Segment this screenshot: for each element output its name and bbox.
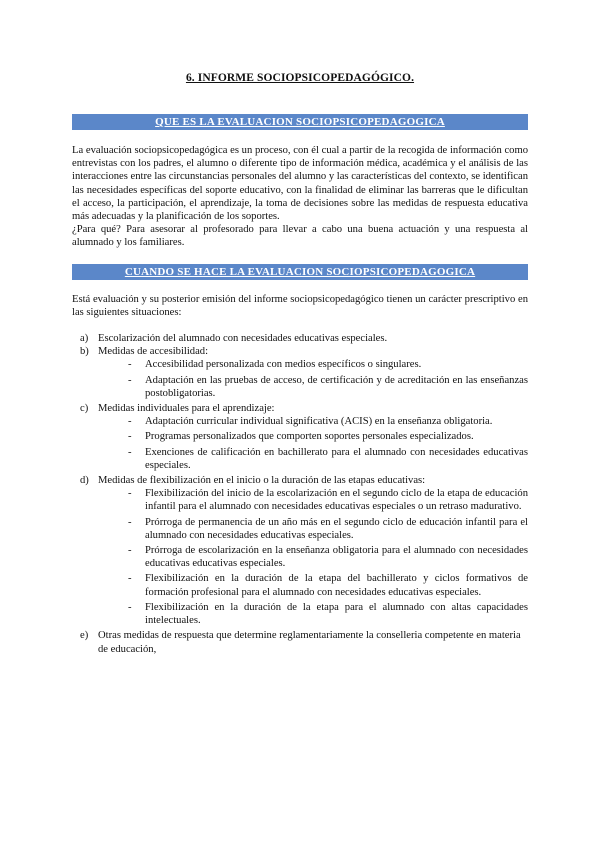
sub-list: [98, 358, 528, 400]
dash-bullet: -: [128, 446, 132, 458]
sub-list-item-text: Flexibilización en la duración de la etapa del bachillerato y ciclos formativos de formación profesional para el alumnado con necesidades educativas especiales.: [145, 573, 528, 598]
sub-list-item: [98, 358, 528, 371]
sub-list-item: [98, 601, 528, 627]
sub-list: [98, 415, 528, 472]
sub-list-item: [98, 374, 528, 400]
purpose-paragraph: ¿Para qué? Para asesorar al profesorado para llevar a cabo una buena actuación y una respuesta al alumnado y los familiares.: [72, 224, 528, 249]
sub-list-item-text: Flexibilización en la duración de la etapa para el alumnado con altas capacidades intelectuales.: [145, 601, 528, 627]
list-item: [72, 474, 528, 627]
dash-bullet: -: [128, 573, 132, 585]
list-item-text: Medidas individuales para el aprendizaje:: [98, 403, 275, 415]
definition-paragraph: La evaluación sociopsicopedagógica es un proceso, con él cual a partir de la recogida de información como entrevistas con los padres, el alumno o diferente tipo de información médica, académica y el análisis de las interacciones entre las circunstancias personales del alumno y las características del contexto, se identifican las necesidades específicas del soporte educativo, con la finalidad de eliminar las barreras que le dificultan el acceso, la participación, el aprendizaje, la toma de decisiones sobre las medidas de respuesta educativa más adecuadas y la planificación de los soportes.: [72, 145, 528, 223]
section-heading-que-es: QUE ES LA EVALUACION SOCIOPSICOPEDAGOGICA: [72, 114, 528, 130]
sub-list-item: [98, 415, 528, 428]
document-title: 6. INFORME SOCIOPSICOPEDAGÓGICO.: [185, 72, 415, 84]
sub-list-item-text: Flexibilización del inicio de la escolarización en el segundo ciclo de la etapa de educación infantil para el alumnado con necesidades educativas especiales o un retraso madurativo.: [145, 488, 528, 513]
dash-bullet: -: [128, 516, 132, 528]
sub-list-item-text: Prórroga de escolarización en la enseñanza obligatoria para el alumnado con necesidades educativas educativas especiales.: [145, 545, 528, 570]
dash-bullet: -: [128, 431, 132, 443]
dash-bullet: -: [128, 488, 132, 500]
dash-bullet: -: [128, 416, 132, 428]
situations-list: [72, 332, 528, 656]
list-item: [72, 629, 528, 655]
sub-list-item: [98, 544, 528, 570]
sub-list-item: [98, 446, 528, 472]
sub-list-item-text: Adaptación curricular individual significativa (ACIS) en la enseñanza obligatoria.: [145, 416, 493, 428]
list-item-text: Medidas de accesibilidad:: [98, 346, 209, 358]
sub-list-item-text: Accesibilidad personalizada con medios específicos o singulares.: [145, 359, 422, 371]
section-heading-cuando: CUANDO SE HACE LA EVALUACION SOCIOPSICOPEDAGOGICA: [72, 264, 528, 280]
sub-list-item: [98, 572, 528, 598]
dash-bullet: -: [128, 601, 132, 613]
list-item-marker: a): [80, 333, 89, 345]
dash-bullet: -: [128, 374, 132, 386]
list-item: [72, 345, 528, 400]
sub-list-item: [98, 487, 528, 513]
list-item: [72, 402, 528, 472]
sub-list: [98, 487, 528, 627]
list-item-text: Medidas de flexibilización en el inicio o la duración de las etapas educativas:: [98, 475, 426, 487]
dash-bullet: -: [128, 545, 132, 557]
sub-list-item-text: Prórroga de permanencia de un año más en el segundo ciclo de educación infantil para el alumnado con necesidades educativas especiales.: [145, 516, 528, 541]
list-item-marker: e): [80, 630, 89, 642]
sub-list-item: [98, 430, 528, 443]
list-item-marker: c): [80, 403, 89, 415]
sub-list-item-text: Exenciones de calificación en bachillerato para el alumnado con necesidades educativas especiales.: [145, 446, 528, 471]
sub-list-item-text: Adaptación en las pruebas de acceso, de certificación y de acreditación en las enseñanzas postobligatorias.: [145, 374, 528, 399]
list-item-text: Otras medidas de respuesta que determine reglamentariamente la conselleria competente en materia de educación,: [98, 630, 521, 655]
sub-list-item-text: Programas personalizados que comporten soportes personales especializados.: [145, 431, 474, 443]
list-item-text: Escolarización del alumnado con necesidades educativas especiales.: [98, 333, 388, 345]
list-item-marker: b): [80, 346, 89, 358]
list-item: [72, 332, 528, 345]
dash-bullet: -: [128, 359, 132, 371]
sub-list-item: [98, 516, 528, 542]
situations-intro: Está evaluación y su posterior emisión del informe sociopsicopedagógico tienen un carácter prescriptivo en las siguientes situaciones:: [72, 293, 528, 318]
list-item-marker: d): [80, 475, 89, 487]
